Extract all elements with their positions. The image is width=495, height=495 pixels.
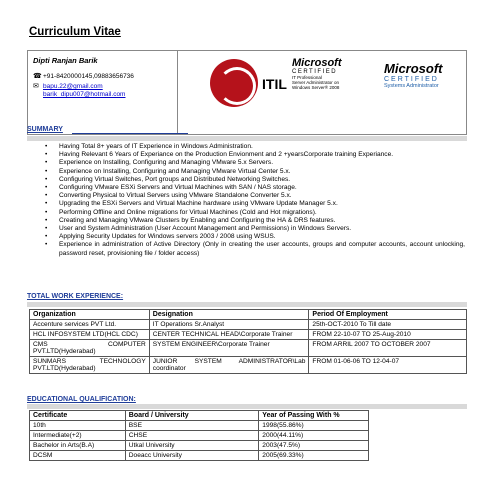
document-title: Curriculum Vitae	[29, 26, 121, 38]
table-cell: 25th-OCT-2010 To Till date	[309, 320, 467, 330]
ms1-cert: CERTIFIED	[292, 69, 338, 75]
table-header-row	[30, 411, 369, 421]
ms2-cert: CERTIFIED	[384, 76, 439, 83]
itil-logo	[210, 59, 290, 119]
list-item: • Upgrading the ESXi Servers and Virtual Machine hardware using VMware Update Manager 5.x.	[45, 200, 465, 208]
table-cell: CENTER TECHNICAL HEAD\Corporate Trainer	[149, 330, 309, 340]
table-row	[30, 320, 467, 330]
list-item: • Having Total 8+ years of IT Experience in Windows Administration.	[45, 143, 465, 151]
table-header: Certificate	[30, 411, 126, 421]
education-band	[27, 404, 467, 409]
list-item: • Configuring Virtual Switches, Port groups and Distributed Networking Switches.	[45, 176, 465, 184]
table-cell: 2003(47.5%)	[259, 441, 369, 451]
table-cell: FROM ARRIL 2007 TO OCTOBER 2007	[309, 340, 467, 357]
ms2-line: Systems Administrator	[384, 83, 439, 89]
table-cell: Accenture services PVT Ltd.	[30, 320, 150, 330]
education-heading: EDUCATIONAL QUALIFICATION:	[27, 396, 136, 403]
education-table	[29, 410, 369, 461]
list-item: • Experience on Installing, Configuring and Managing VMware 5.x Servers.	[45, 159, 465, 167]
table-row	[30, 421, 369, 431]
table-header: Board / University	[125, 411, 259, 421]
table-header: Year of Passing With %	[259, 411, 369, 421]
email-icon: ✉	[33, 83, 39, 90]
list-item: • User and System Administration (User Account Management and Permissions) in Windows Servers.	[45, 225, 465, 233]
contact-block	[28, 51, 178, 134]
list-item: • Creating and Managing VMware Clusters by Enabling and Configuring the HA & DRS features.	[45, 217, 465, 225]
table-cell: 1998(55.86%)	[259, 421, 369, 431]
ms1-line1: IT Professional	[292, 75, 322, 80]
email-link-1[interactable]: bapu.22@gmail.com	[43, 83, 103, 90]
table-cell: Bachelor in Arts(B.A)	[30, 441, 126, 451]
candidate-name: Dipti Ranjan Barik	[33, 56, 98, 65]
table-cell: BSE	[125, 421, 259, 431]
summary-band	[27, 136, 467, 141]
table-row	[30, 340, 467, 357]
phone-line	[33, 73, 172, 81]
summary-heading-text: SUMMARY	[27, 126, 63, 133]
table-row	[30, 330, 467, 340]
table-cell: Doeacc University	[125, 451, 259, 461]
table-cell: Intermediate(+2)	[30, 431, 126, 441]
list-item: • Experience on Installing, Configuring and Managing VMware Virtual Center 5.x.	[45, 168, 465, 176]
certification-logos	[180, 51, 466, 134]
table-row	[30, 357, 467, 374]
summary-heading	[27, 126, 63, 133]
table-cell: JUNIOR SYSTEM ADMINISTRATOR\Lab coordinator	[149, 357, 309, 374]
itil-badge-icon	[210, 59, 258, 107]
table-cell: 2000(44.11%)	[259, 431, 369, 441]
table-row	[30, 451, 369, 461]
list-item: • Having Relevant 6 Years of Experiance on the Production Envionment and 2 +yearsCorporate training Experiance.	[45, 151, 465, 159]
table-cell: FROM 22-10-07 TO 25-Aug-2010	[309, 330, 467, 340]
email-line	[33, 83, 172, 91]
table-cell: HCL INFOSYSTEM LTD(HCL CDC)	[30, 330, 150, 340]
list-item: • Applying Security Updates for Windows servers 2003 / 2008 using WSUS.	[45, 233, 465, 241]
summary-list	[45, 143, 465, 258]
table-header-row	[30, 310, 467, 320]
table-header: Period Of Employment	[309, 310, 467, 320]
table-cell: DCSM	[30, 451, 126, 461]
ms2-brand: Microsoft	[384, 61, 443, 76]
table-cell: CMS COMPUTER PVT.LTD(Hyderabad)	[30, 340, 150, 357]
summary-underline	[72, 133, 188, 134]
ms1-line3: Windows Server® 2008	[292, 85, 340, 90]
microsoft-certified-itpro-logo	[292, 57, 382, 90]
table-cell: CHSE	[125, 431, 259, 441]
table-cell: SYSTEM ENGINEER\Corporate Trainer	[149, 340, 309, 357]
table-cell: 10th	[30, 421, 126, 431]
email-link-2[interactable]: barik_dipu007@hotmail.com	[43, 91, 126, 98]
table-row	[30, 431, 369, 441]
table-header: Organization	[30, 310, 150, 320]
table-cell: Utkal University	[125, 441, 259, 451]
table-cell: FROM 01-06-06 TO 12-04-07	[309, 357, 467, 374]
work-experience-table	[29, 309, 467, 374]
phone-icon: ☎	[33, 73, 42, 80]
itil-logo-text: ITIL	[262, 76, 287, 92]
ms1-brand: Microsoft	[292, 57, 342, 69]
table-row	[30, 441, 369, 451]
table-cell: SUNMARS TECHNOLOGY PVT.LTD(Hyderabad)	[30, 357, 150, 374]
list-item: • Configuring VMware ESXi Servers and Virtual Machines with SAN / NAS storage.	[45, 184, 465, 192]
contact-header	[27, 50, 467, 135]
list-item: • Converting Physical to Virtual Servers using VMware Standalone Converter 5.x.	[45, 192, 465, 200]
table-header: Designation	[149, 310, 309, 320]
phone-number: +91-8420000145,09883656736	[43, 73, 134, 80]
list-item: • Performing Offline and Online migrations for Virtual Machines (Cold and Hot migrations).	[45, 209, 465, 217]
table-cell: IT Operations Sr.Analyst	[149, 320, 309, 330]
microsoft-certified-sysadmin-logo	[384, 61, 464, 89]
work-heading: TOTAL WORK EXPERIENCE:	[27, 293, 124, 300]
list-item: • Experience in administration of Active Directory (Only in creating the user accounts, groups and computer accounts, account unlocking, password reset, provisioning file / folder access)	[45, 241, 465, 257]
ms1-line2: Server Administrator on	[292, 80, 340, 85]
table-cell: 2005(69.33%)	[259, 451, 369, 461]
work-band	[27, 302, 467, 307]
